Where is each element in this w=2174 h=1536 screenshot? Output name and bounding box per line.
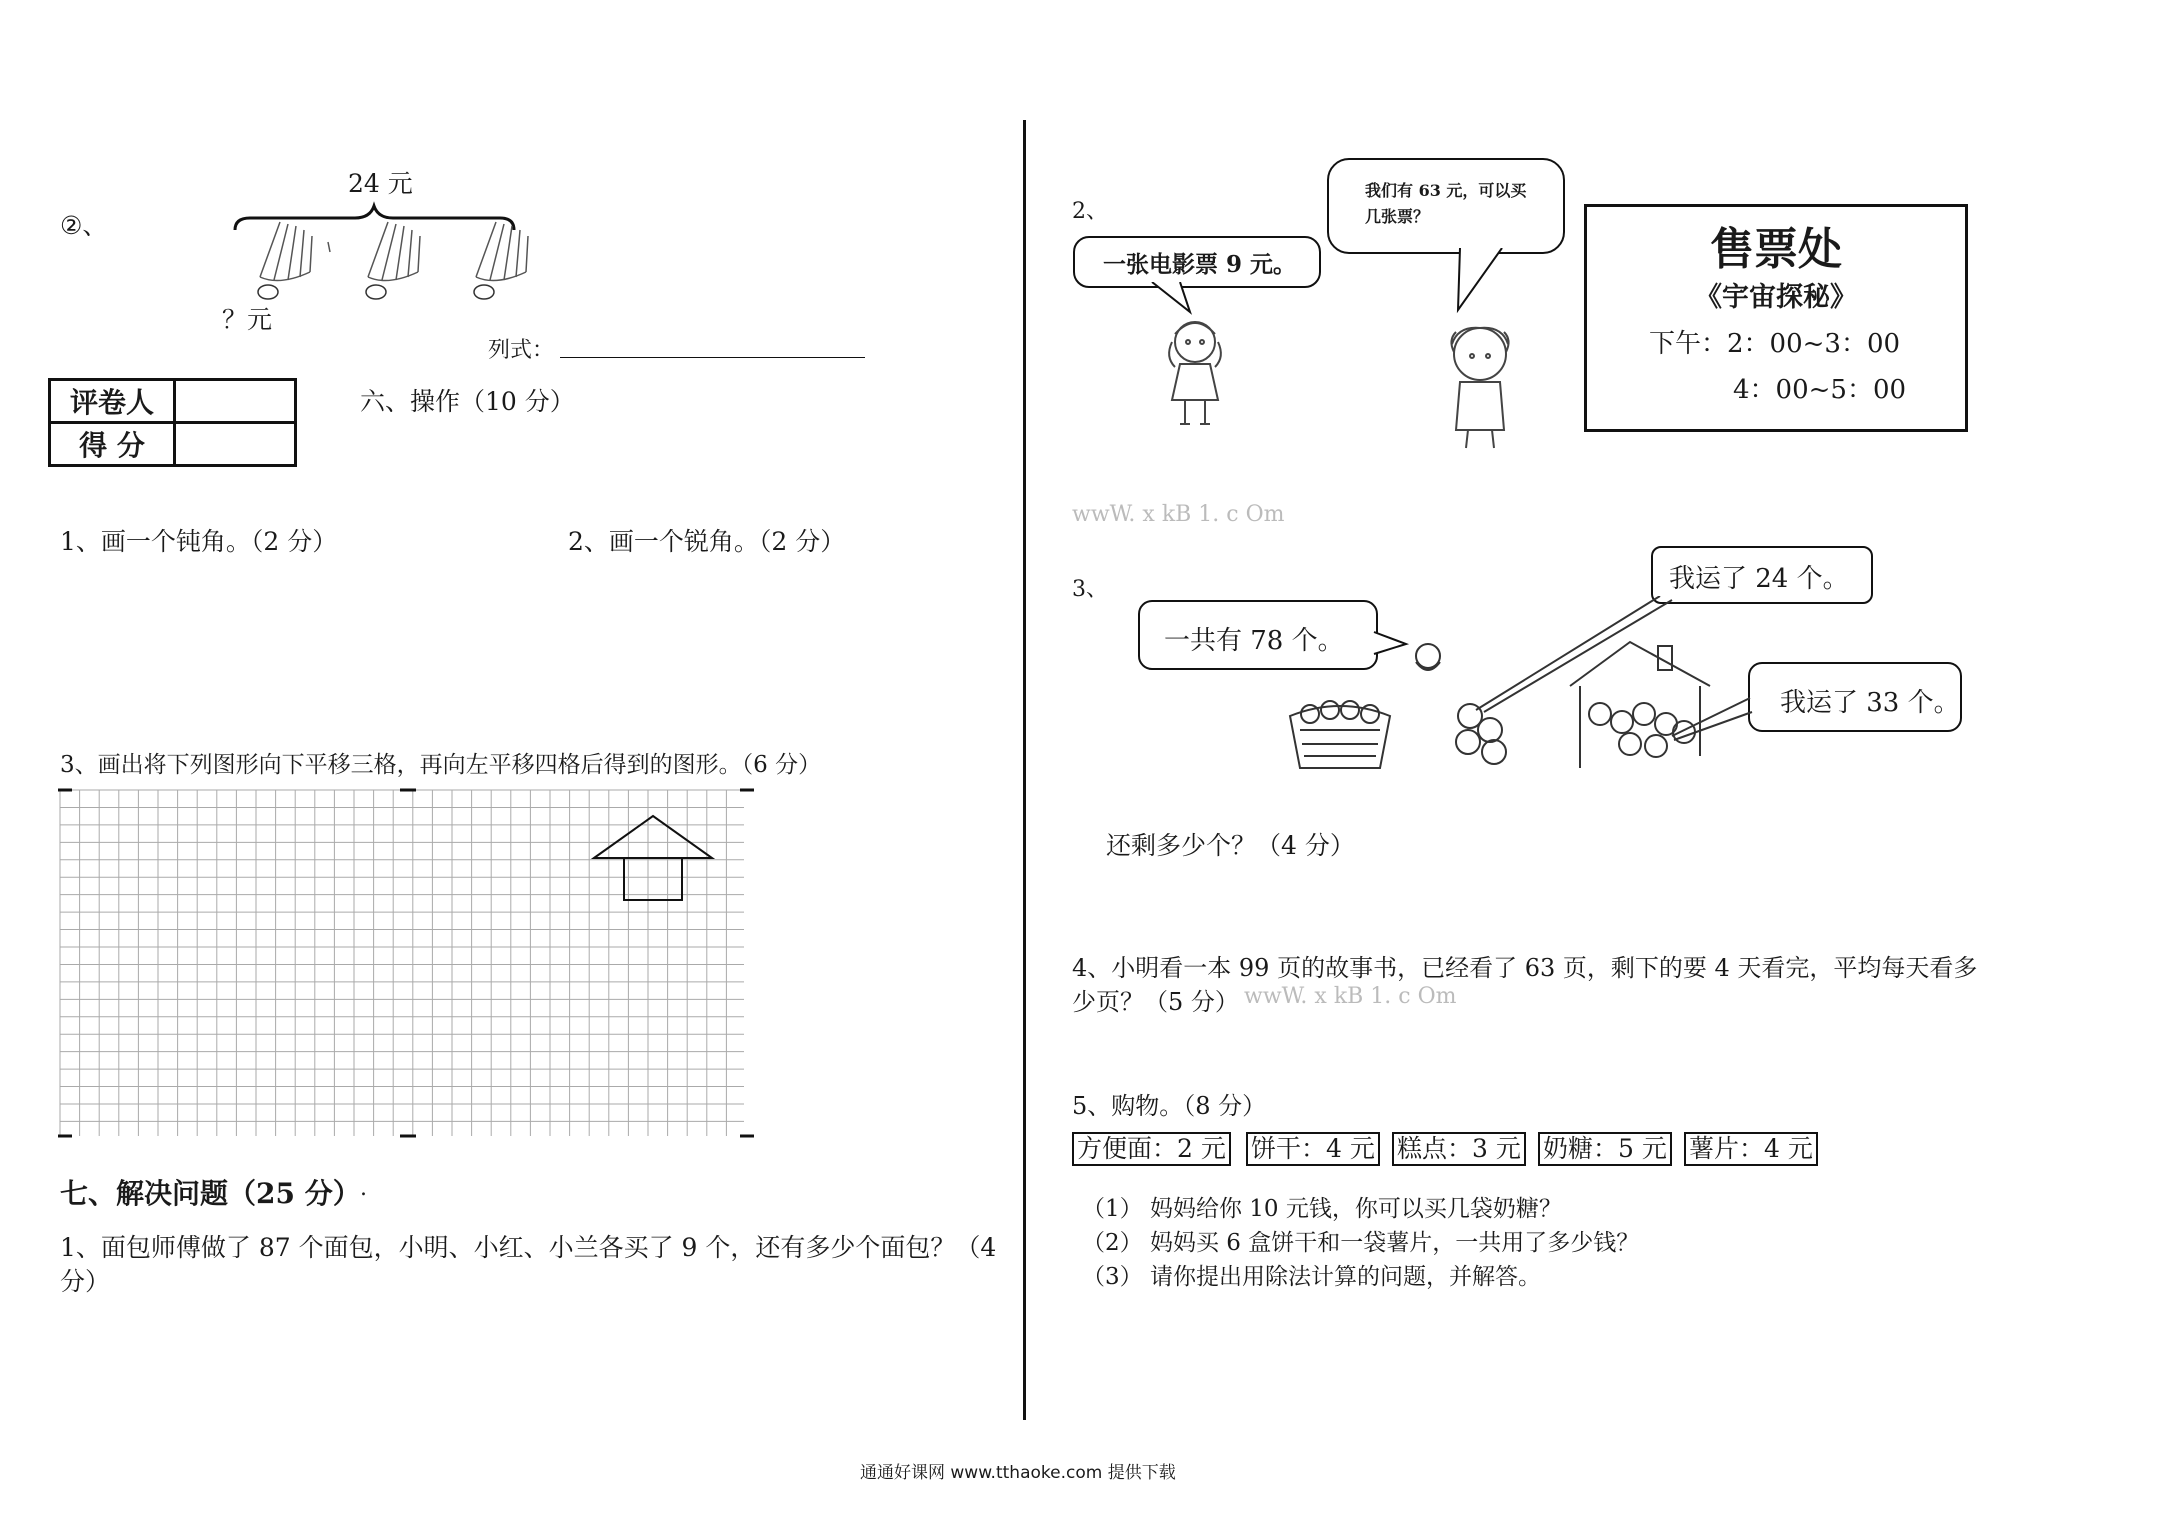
section7-title: 七、解决问题（25 分） xyxy=(60,1177,361,1210)
girl-figure xyxy=(1150,312,1240,432)
girl-speech-text: 一张电影票 9 元。 xyxy=(1103,251,1297,278)
reviewer-label: 评卷人 xyxy=(50,380,175,423)
section7-dot: . xyxy=(360,1176,367,1201)
q4-line1: 4、小明看一本 99 页的故事书，已经看了 63 页，剩下的要 4 天看完，平均每天看多 xyxy=(1072,954,1978,982)
score-table xyxy=(48,378,297,467)
formula-label: 列式： xyxy=(488,338,555,363)
grid-paper[interactable] xyxy=(58,788,760,1140)
q2-marker: ②、 xyxy=(60,211,108,240)
price-instant-noodles: 方便面：2 元 xyxy=(1072,1132,1231,1166)
speech-text-33: 我运了 33 个。 xyxy=(1780,688,1960,718)
house-shape xyxy=(594,816,712,900)
price-milk-candy: 奶糖：5 元 xyxy=(1538,1132,1672,1166)
section6-title: 六、操作（10 分） xyxy=(360,387,575,416)
column-divider xyxy=(1023,120,1026,1420)
price-chips: 薯片：4 元 xyxy=(1684,1132,1818,1166)
ticket-office-title: 售票处 xyxy=(1710,224,1842,275)
op3-translation: 3、画出将下列图形向下平移三格，再向左平移四格后得到的图形。（6 分） xyxy=(60,752,822,778)
price-biscuits: 饼干：4 元 xyxy=(1246,1132,1380,1166)
op2-acute-angle: 2、画一个锐角。（2 分） xyxy=(568,527,846,556)
ticket-time2: 4：00~5：00 xyxy=(1733,375,1907,405)
formula-answer-line[interactable] xyxy=(560,357,865,358)
op1-obtuse-angle: 1、画一个钝角。（2 分） xyxy=(60,527,338,556)
q3-marker: 3、 xyxy=(1072,577,1108,602)
ticket-time1: 下午：2：00~3：00 xyxy=(1649,329,1901,359)
problem1-line2: 分） xyxy=(60,1267,111,1296)
watermark-1: wwW. x kB 1. c Om xyxy=(1072,502,1285,527)
boy-speech-line2: 几张票？ xyxy=(1365,207,1430,226)
shuttlecock-illustration xyxy=(230,192,550,302)
price-pastry: 糕点：3 元 xyxy=(1392,1132,1526,1166)
ticket-movie-name: 《宇宙探秘》 xyxy=(1695,282,1857,313)
page-footer: 通通好课网 www.tthaoke.com 提供下载 xyxy=(860,1463,1176,1483)
q5-title: 5、购物。（8 分） xyxy=(1072,1092,1267,1120)
problem1-line1: 1、面包师傅做了 87 个面包，小明、小红、小兰各买了 9 个，还有多少个面包？（4 xyxy=(60,1233,997,1262)
q2-right-marker: 2、 xyxy=(1072,199,1108,224)
q5-sub2: （2） 妈妈买 6 盒饼干和一袋薯片，一共用了多少钱？ xyxy=(1082,1230,1640,1256)
boy-speech-bubble xyxy=(1327,158,1565,254)
girl-speech-bubble xyxy=(1073,236,1321,288)
boy-bubble-tail xyxy=(1440,248,1520,318)
reviewer-field[interactable] xyxy=(175,380,296,423)
q5-sub3: （3） 请你提出用除法计算的问题，并解答。 xyxy=(1082,1264,1541,1290)
total-speech-text: 一共有 78 个。 xyxy=(1164,626,1344,656)
boy-speech-line1: 我们有 63 元，可以买 xyxy=(1365,181,1527,200)
q2-total-price: 24 元 xyxy=(348,169,413,198)
q4-line2: 少页？（5 分） xyxy=(1072,988,1239,1016)
boy-figure xyxy=(1430,322,1530,452)
apple-scene-illustration xyxy=(1280,596,1800,776)
ticket-office-sign xyxy=(1584,204,1968,432)
speech-text-24: 我运了 24 个。 xyxy=(1669,564,1849,594)
score-field[interactable] xyxy=(175,423,296,466)
q2-unknown-price: ？元 xyxy=(222,305,273,334)
q3-question: 还剩多少个？（4 分） xyxy=(1106,831,1355,860)
watermark-2: wwW. x kB 1. c Om xyxy=(1244,984,1457,1009)
q5-sub1: （1） 妈妈给你 10 元钱，你可以买几袋奶糖？ xyxy=(1082,1196,1562,1222)
score-label: 得 分 xyxy=(50,423,175,466)
